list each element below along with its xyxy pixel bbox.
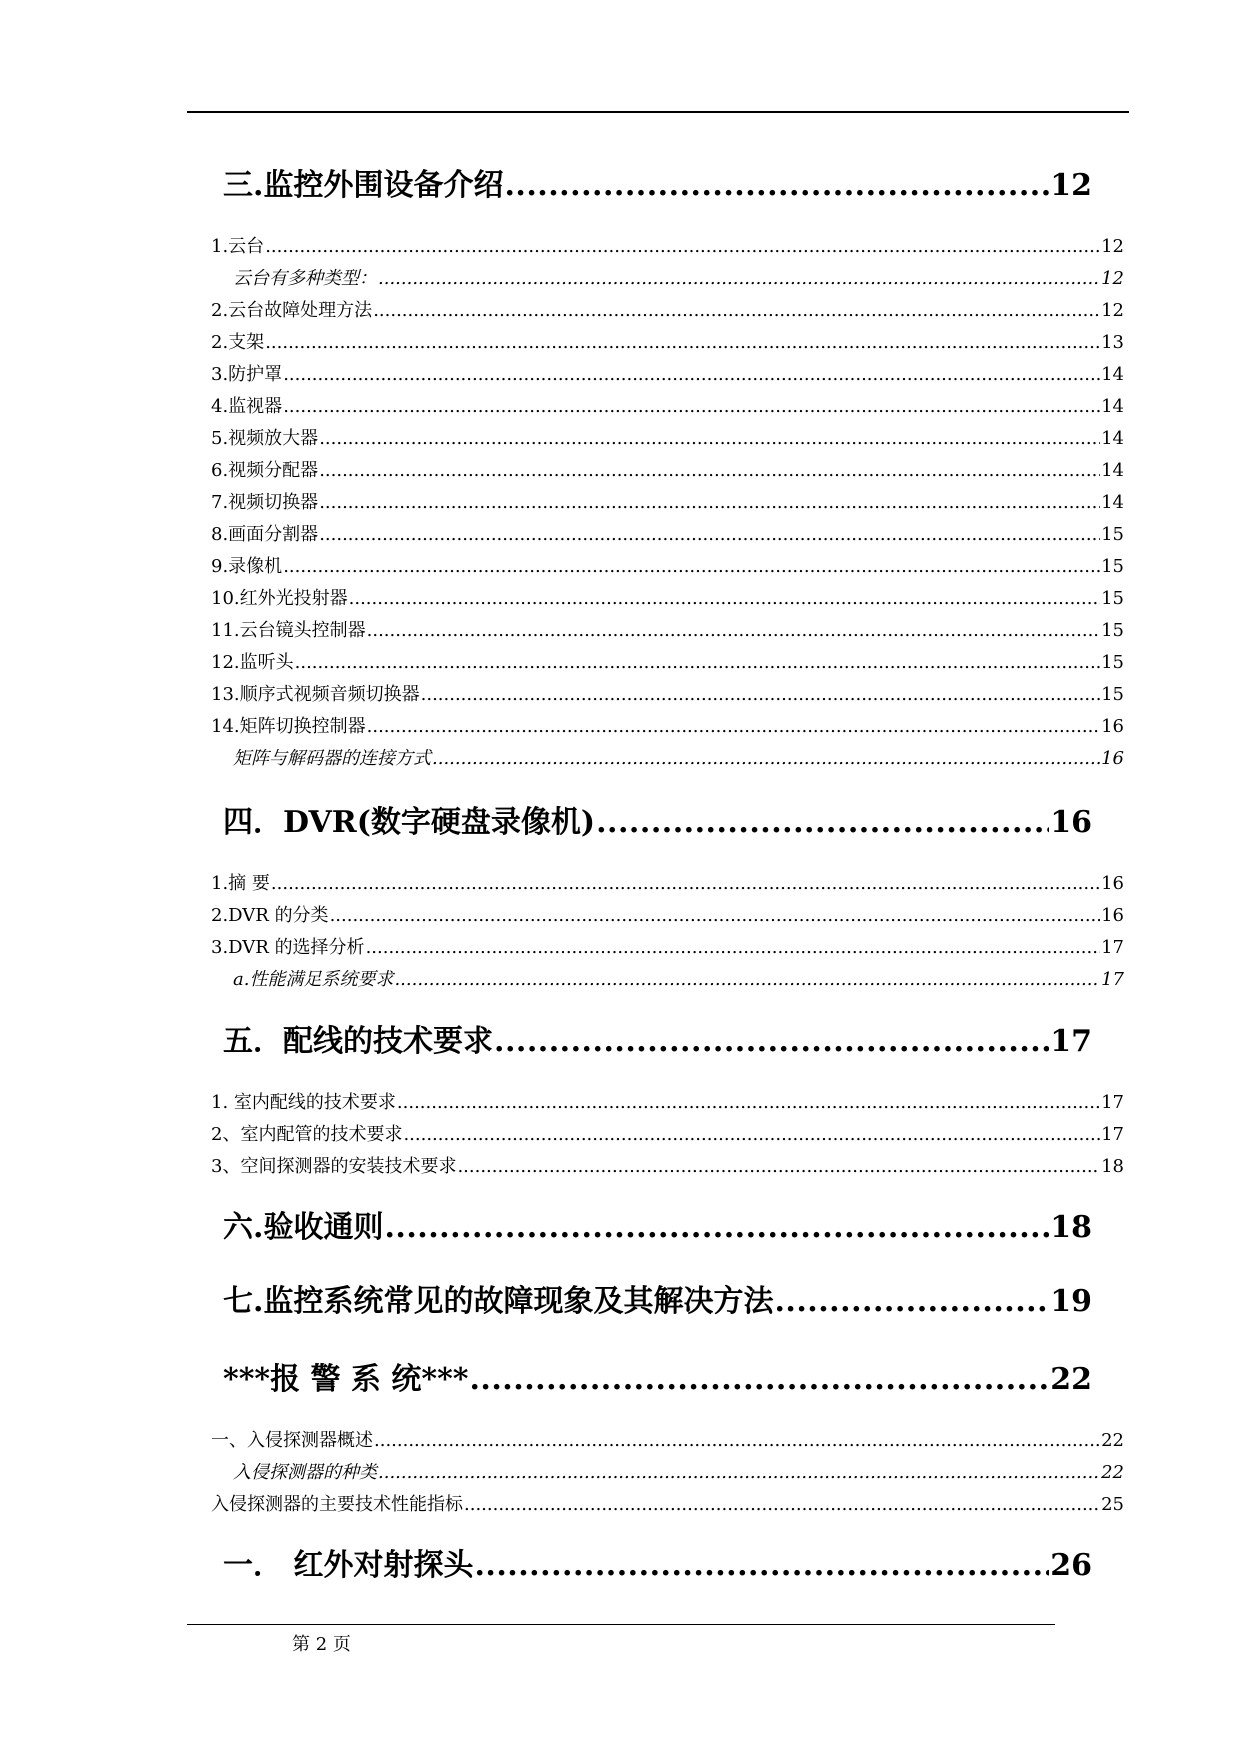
toc-entry-page-number: 12 [1101, 236, 1124, 257]
toc-entry[interactable] [233, 264, 1124, 288]
dot-leader [457, 1156, 1100, 1177]
toc-entry-page-number: 12 [1101, 300, 1124, 321]
dot-leader [367, 716, 1100, 737]
dot-leader [271, 873, 1100, 894]
toc-entry-page-number: 16 [1101, 748, 1124, 769]
toc-entry-title: 入侵探测器的主要技术性能指标 [211, 1494, 463, 1515]
dot-leader [464, 1494, 1100, 1515]
dot-leader [319, 492, 1100, 513]
toc-entry-page-number: 22 [1101, 1462, 1124, 1483]
toc-entry[interactable] [211, 1120, 1124, 1144]
toc-entry-title: a.性能满足系统要求 [233, 969, 394, 990]
toc-entry-page-number: 14 [1101, 492, 1124, 513]
dot-leader [504, 168, 1049, 203]
dot-leader [367, 620, 1100, 641]
toc-entry-title: 10.红外光投射器 [211, 588, 348, 609]
dot-leader [774, 1284, 1049, 1319]
toc-entry[interactable] [211, 901, 1124, 925]
toc-entry-title: 四．DVR(数字硬盘录像机) [223, 805, 596, 840]
toc-entry[interactable] [211, 680, 1124, 704]
toc-entry-title: 云台有多种类型： [233, 268, 377, 289]
toc-entry-page-number: 14 [1101, 364, 1124, 385]
toc-entry[interactable] [233, 744, 1124, 768]
toc-entry-page-number: 13 [1101, 332, 1124, 353]
toc-entry[interactable] [211, 869, 1124, 893]
toc-entry-page-number: 22 [1101, 1430, 1124, 1451]
dot-leader [421, 684, 1100, 705]
dot-leader [366, 937, 1101, 958]
toc-entry[interactable] [211, 520, 1124, 544]
toc-entry[interactable] [211, 392, 1124, 416]
dot-leader [283, 396, 1100, 417]
toc-entry-page-number: 15 [1101, 524, 1124, 545]
toc-entry-title: 3、空间探测器的安装技术要求 [211, 1156, 457, 1177]
toc-entry-title: 11.云台镜头控制器 [211, 620, 366, 641]
dot-leader [374, 1430, 1100, 1451]
toc-entry-title: 1. 室内配线的技术要求 [211, 1092, 396, 1113]
toc-entry[interactable] [211, 232, 1124, 256]
toc-entry-title: 一、入侵探测器概述 [211, 1430, 373, 1451]
toc-entry[interactable] [211, 1088, 1124, 1112]
toc-heading[interactable] [223, 797, 1092, 840]
dot-leader [265, 332, 1100, 353]
toc-entry-title: 1.摘 要 [211, 873, 270, 894]
toc-entry-title: 3.DVR 的选择分析 [211, 937, 365, 958]
toc-entry-title: 六.验收通则 [223, 1210, 384, 1245]
dot-leader [474, 1548, 1049, 1583]
toc-entry[interactable] [211, 296, 1124, 320]
toc-entry-title: 3.防护罩 [211, 364, 283, 385]
toc-entry-title: 5.视频放大器 [211, 428, 319, 449]
toc-entry[interactable] [211, 424, 1124, 448]
toc-entry[interactable] [211, 488, 1124, 512]
toc-entry-title: 12.监听头 [211, 652, 294, 673]
toc-entry-title: 13.顺序式视频音频切换器 [211, 684, 420, 705]
dot-leader [378, 268, 1100, 289]
toc-heading[interactable] [223, 1276, 1092, 1319]
toc-entry-title: 4.监视器 [211, 396, 283, 417]
toc-entry-page-number: 17 [1101, 1124, 1124, 1145]
toc-heading[interactable] [223, 1540, 1092, 1583]
page-footer: 第 2 页 [292, 1634, 351, 1655]
toc-entry[interactable] [211, 360, 1124, 384]
toc-entry[interactable] [211, 933, 1124, 957]
toc-entry-page-number: 18 [1050, 1210, 1092, 1245]
toc-entry-title: 矩阵与解码器的连接方式 [233, 748, 431, 769]
dot-leader [349, 588, 1100, 609]
dot-leader [469, 1362, 1049, 1397]
dot-leader [596, 805, 1049, 840]
toc-entry[interactable] [233, 1458, 1124, 1482]
toc-entry-title: 8.画面分割器 [211, 524, 319, 545]
toc-entry-page-number: 15 [1101, 556, 1124, 577]
toc-entry-title: 2.云台故障处理方法 [211, 300, 373, 321]
toc-entry[interactable] [211, 712, 1124, 736]
dot-leader [432, 748, 1100, 769]
toc-entry-title: 14.矩阵切换控制器 [211, 716, 366, 737]
toc-entry[interactable] [233, 965, 1124, 989]
toc-entry-title: 9.录像机 [211, 556, 283, 577]
toc-entry-page-number: 19 [1050, 1284, 1092, 1319]
toc-entry-page-number: 18 [1101, 1156, 1124, 1177]
toc-entry-page-number: 15 [1101, 652, 1124, 673]
toc-entry-page-number: 16 [1101, 873, 1124, 894]
toc-entry-title: 1.云台 [211, 236, 265, 257]
toc-entry-title: 2.支架 [211, 332, 265, 353]
toc-entry-page-number: 16 [1101, 716, 1124, 737]
dot-leader [403, 1124, 1100, 1145]
toc-entry-title: 7.视频切换器 [211, 492, 319, 513]
dot-leader [295, 652, 1100, 673]
toc-heading[interactable] [223, 1202, 1092, 1245]
toc-entry-page-number: 14 [1101, 460, 1124, 481]
toc-entry-title: ***报 警 系 统*** [223, 1362, 469, 1397]
toc-entry-page-number: 12 [1050, 168, 1092, 203]
toc-entry-page-number: 12 [1101, 268, 1124, 289]
dot-leader [373, 300, 1100, 321]
toc-entry-page-number: 15 [1101, 684, 1124, 705]
toc-entry[interactable] [211, 1152, 1124, 1176]
toc-entry[interactable] [211, 456, 1124, 480]
dot-leader [265, 236, 1100, 257]
dot-leader [384, 1210, 1049, 1245]
toc-entry-page-number: 22 [1050, 1362, 1092, 1397]
toc-entry-page-number: 15 [1101, 620, 1124, 641]
dot-leader [283, 556, 1100, 577]
toc-entry-title: 七.监控系统常见的故障现象及其解决方法 [223, 1284, 774, 1319]
toc-heading[interactable] [223, 1354, 1092, 1397]
toc-entry-page-number: 26 [1050, 1548, 1092, 1583]
toc-entry-title: 五．配线的技术要求 [223, 1024, 493, 1059]
toc-entry-title: 2.DVR 的分类 [211, 905, 329, 926]
toc-entry[interactable] [211, 328, 1124, 352]
toc-entry-page-number: 14 [1101, 396, 1124, 417]
dot-leader [397, 1092, 1100, 1113]
dot-leader [319, 460, 1100, 481]
dot-leader [319, 428, 1100, 449]
toc-entry[interactable] [211, 1426, 1124, 1450]
dot-leader [378, 1462, 1100, 1483]
toc-entry-page-number: 16 [1050, 805, 1092, 840]
toc-entry-page-number: 16 [1101, 905, 1124, 926]
toc-heading[interactable] [223, 160, 1092, 203]
toc-entry[interactable] [211, 648, 1124, 672]
toc-entry-page-number: 17 [1050, 1024, 1092, 1059]
toc-entry-page-number: 15 [1101, 588, 1124, 609]
toc-entry[interactable] [211, 1490, 1124, 1514]
toc-entry-page-number: 17 [1101, 969, 1124, 990]
toc-entry-page-number: 14 [1101, 428, 1124, 449]
toc-entry-page-number: 25 [1101, 1494, 1124, 1515]
toc-entry[interactable] [211, 616, 1124, 640]
toc-entry-title: 入侵探测器的种类 [233, 1462, 377, 1483]
dot-leader [319, 524, 1100, 545]
dot-leader [283, 364, 1100, 385]
toc-entry-title: 2、室内配管的技术要求 [211, 1124, 403, 1145]
footer-rule [187, 1624, 1055, 1625]
toc-entry-title: 6.视频分配器 [211, 460, 319, 481]
dot-leader [330, 905, 1101, 926]
toc-entry-page-number: 17 [1101, 1092, 1124, 1113]
toc-entry-title: 一． 红外对射探头 [223, 1548, 474, 1583]
toc-entry[interactable] [211, 584, 1124, 608]
toc-entry-title: 三.监控外围设备介绍 [223, 168, 504, 203]
toc-heading[interactable] [223, 1016, 1092, 1059]
toc-entry[interactable] [211, 552, 1124, 576]
dot-leader [494, 1024, 1049, 1059]
dot-leader [394, 969, 1100, 990]
toc-entry-page-number: 17 [1101, 937, 1124, 958]
